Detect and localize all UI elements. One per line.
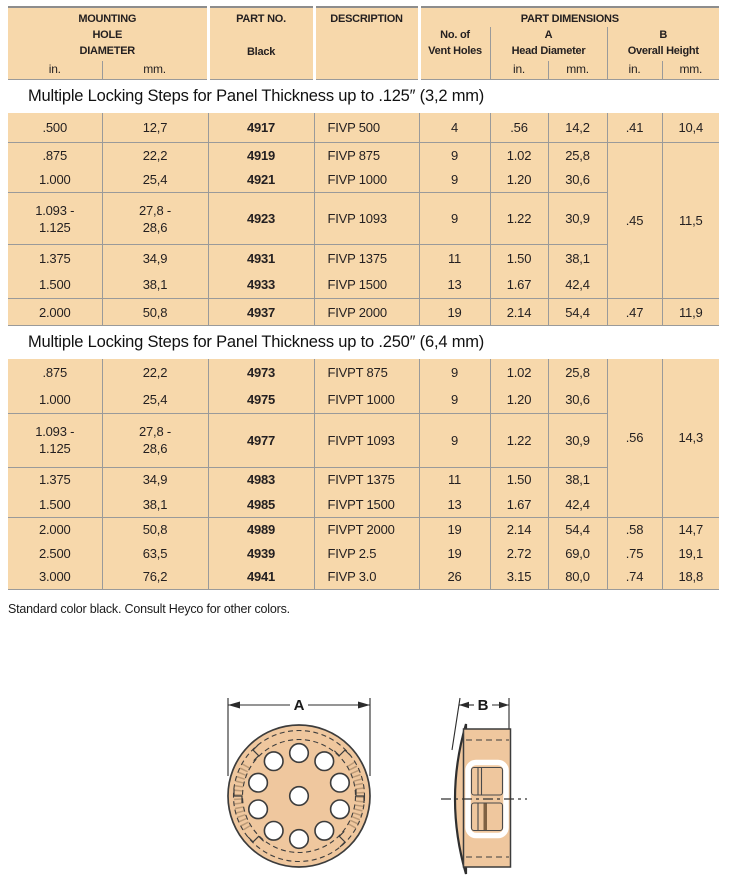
range-line2: 1.125 bbox=[38, 441, 71, 456]
header-mounting-line3: DIAMETER bbox=[79, 45, 135, 57]
arrowhead-right-icon bbox=[358, 702, 370, 709]
cell-part-no: 4973 bbox=[208, 359, 314, 386]
cell-hole-in: .875 bbox=[8, 359, 102, 386]
vent-plug-drawings bbox=[0, 678, 741, 881]
cell-description: FIVP 1000 bbox=[314, 168, 419, 193]
cell-vent-holes: 9 bbox=[419, 359, 490, 386]
cell-hole-mm-range bbox=[102, 413, 208, 467]
cell-b-in: .74 bbox=[607, 565, 662, 589]
header-dim-b bbox=[607, 27, 719, 61]
cell-hole-in: 1.375 bbox=[8, 467, 102, 492]
header-description-label: DESCRIPTION bbox=[330, 13, 403, 25]
cell-a-mm: 30,6 bbox=[548, 168, 607, 193]
cell-hole-mm: 25,4 bbox=[102, 168, 208, 193]
table-row bbox=[8, 517, 719, 541]
cell-a-mm: 69,0 bbox=[548, 541, 607, 565]
arrowhead-right-icon bbox=[499, 702, 509, 708]
header-unit-hole-in: in. bbox=[8, 61, 102, 79]
cell-a-in: 1.20 bbox=[490, 168, 548, 193]
cell-a-in: 1.02 bbox=[490, 359, 548, 386]
arrowhead-left-icon bbox=[459, 702, 469, 708]
cell-b-mm-merged: 11,5 bbox=[662, 143, 719, 299]
cell-a-mm: 30,9 bbox=[548, 413, 607, 467]
cell-description: FIVPT 1093 bbox=[314, 413, 419, 467]
cell-part-no: 4923 bbox=[208, 193, 314, 245]
cell-description: FIVP 1375 bbox=[314, 245, 419, 272]
front-view-drawing bbox=[228, 697, 370, 867]
header-part-dimensions bbox=[419, 7, 719, 27]
dim-a-label: A bbox=[293, 697, 305, 714]
cell-b-in-merged: .56 bbox=[607, 359, 662, 517]
cell-b-mm: 10,4 bbox=[662, 113, 719, 143]
cell-part-no: 4937 bbox=[208, 299, 314, 326]
table-row bbox=[8, 541, 719, 565]
cell-vent-holes: 19 bbox=[419, 541, 490, 565]
cell-a-mm: 42,4 bbox=[548, 492, 607, 517]
header-part-no-label: PART NO. bbox=[236, 13, 286, 25]
range-line2: 1.125 bbox=[38, 219, 71, 235]
cell-vent-holes: 26 bbox=[419, 565, 490, 589]
cell-b-in: .58 bbox=[607, 517, 662, 541]
cell-a-in: 1.02 bbox=[490, 143, 548, 168]
cell-a-in: 3.15 bbox=[490, 565, 548, 589]
cell-hole-mm: 22,2 bbox=[102, 143, 208, 168]
cell-a-in: 2.14 bbox=[490, 517, 548, 541]
cell-a-in: 1.67 bbox=[490, 272, 548, 299]
cell-b-mm: 14,7 bbox=[662, 517, 719, 541]
cell-a-mm: 25,8 bbox=[548, 143, 607, 168]
cell-part-no: 4921 bbox=[208, 168, 314, 193]
cell-part-no: 4933 bbox=[208, 272, 314, 299]
cell-part-no: 4941 bbox=[208, 565, 314, 589]
cell-part-no: 4919 bbox=[208, 143, 314, 168]
cell-hole-in-range bbox=[8, 193, 102, 245]
extension-line-left bbox=[452, 698, 460, 750]
cell-a-mm: 54,4 bbox=[548, 299, 607, 326]
cell-part-no: 4917 bbox=[208, 113, 314, 143]
table-row bbox=[8, 143, 719, 168]
cell-vent-holes: 11 bbox=[419, 467, 490, 492]
cell-a-mm: 38,1 bbox=[548, 467, 607, 492]
cell-a-in: 1.22 bbox=[490, 413, 548, 467]
cell-b-mm: 18,8 bbox=[662, 565, 719, 589]
cell-b-mm-merged: 14,3 bbox=[662, 359, 719, 517]
cell-a-mm: 38,1 bbox=[548, 245, 607, 272]
table-section-125 bbox=[8, 113, 719, 327]
cell-hole-mm: 22,2 bbox=[102, 359, 208, 386]
range-line1: 27,8 - bbox=[138, 202, 172, 218]
cell-a-mm: 80,0 bbox=[548, 565, 607, 589]
cell-hole-in: 2.500 bbox=[8, 541, 102, 565]
table-section-250 bbox=[8, 359, 719, 590]
cell-a-mm: 54,4 bbox=[548, 517, 607, 541]
cell-description: FIVPT 875 bbox=[314, 359, 419, 386]
header-vent-line2: Vent Holes bbox=[428, 45, 482, 57]
header-mounting-hole-diameter bbox=[8, 7, 208, 61]
header-dim-a bbox=[490, 27, 607, 61]
header-part-dimensions-label: PART DIMENSIONS bbox=[520, 13, 619, 25]
cell-b-mm: 11,9 bbox=[662, 299, 719, 326]
cell-a-mm: 30,9 bbox=[548, 193, 607, 245]
cell-part-no: 4939 bbox=[208, 541, 314, 565]
header-mounting-line1: MOUNTING bbox=[78, 13, 137, 25]
cell-hole-in: 2.000 bbox=[8, 517, 102, 541]
cell-part-no: 4975 bbox=[208, 386, 314, 413]
cell-description: FIVP 500 bbox=[314, 113, 419, 143]
cell-b-in-merged: .45 bbox=[607, 143, 662, 299]
cell-vent-holes: 4 bbox=[419, 113, 490, 143]
cell-hole-mm: 34,9 bbox=[102, 467, 208, 492]
cell-vent-holes: 9 bbox=[419, 413, 490, 467]
cell-description: FIVP 2.5 bbox=[314, 541, 419, 565]
section-title-125: Multiple Locking Steps for Panel Thickness up to .125″ (3,2 mm) bbox=[8, 80, 719, 113]
cell-a-in: 1.50 bbox=[490, 245, 548, 272]
cell-hole-mm: 34,9 bbox=[102, 245, 208, 272]
cell-a-in: .56 bbox=[490, 113, 548, 143]
table-row bbox=[8, 113, 719, 143]
cell-part-no: 4989 bbox=[208, 517, 314, 541]
header-unit-hole-mm: mm. bbox=[102, 61, 208, 79]
cell-part-no: 4931 bbox=[208, 245, 314, 272]
cell-hole-mm-range bbox=[102, 193, 208, 245]
cell-description: FIVPT 1375 bbox=[314, 467, 419, 492]
cell-hole-in: 1.000 bbox=[8, 386, 102, 413]
dim-b-label: B bbox=[477, 697, 489, 714]
cell-part-no: 4977 bbox=[208, 413, 314, 467]
cell-hole-in: 1.375 bbox=[8, 245, 102, 272]
cell-hole-mm: 76,2 bbox=[102, 565, 208, 589]
cell-hole-in: 1.500 bbox=[8, 492, 102, 517]
cell-hole-in: 3.000 bbox=[8, 565, 102, 589]
cell-a-mm: 14,2 bbox=[548, 113, 607, 143]
range-line1: 1.093 - bbox=[35, 202, 75, 218]
cell-description: FIVP 3.0 bbox=[314, 565, 419, 589]
arrowhead-left-icon bbox=[228, 702, 240, 709]
range-line2: 28,6 bbox=[142, 441, 168, 456]
cell-hole-mm: 12,7 bbox=[102, 113, 208, 143]
cell-hole-in: 1.000 bbox=[8, 168, 102, 193]
cell-hole-mm: 38,1 bbox=[102, 492, 208, 517]
cell-a-mm: 30,6 bbox=[548, 386, 607, 413]
cell-a-in: 1.20 bbox=[490, 386, 548, 413]
cell-vent-holes: 9 bbox=[419, 143, 490, 168]
table-row bbox=[8, 299, 719, 326]
header-unit-b-in: in. bbox=[607, 61, 662, 79]
header-vent-holes bbox=[419, 27, 490, 79]
range-line1: 1.093 - bbox=[35, 424, 75, 439]
cell-vent-holes: 9 bbox=[419, 386, 490, 413]
cell-part-no: 4985 bbox=[208, 492, 314, 517]
cell-hole-mm: 25,4 bbox=[102, 386, 208, 413]
cell-vent-holes: 9 bbox=[419, 168, 490, 193]
cell-description: FIVP 1093 bbox=[314, 193, 419, 245]
header-unit-a-mm: mm. bbox=[548, 61, 607, 79]
header-a-line1: A bbox=[544, 29, 553, 41]
section-title-250: Multiple Locking Steps for Panel Thickness up to .250″ (6,4 mm) bbox=[8, 326, 719, 359]
cell-vent-holes: 13 bbox=[419, 492, 490, 517]
cell-hole-in: 2.000 bbox=[8, 299, 102, 326]
cell-b-mm: 19,1 bbox=[662, 541, 719, 565]
cell-hole-mm: 38,1 bbox=[102, 272, 208, 299]
cell-description: FIVPT 1500 bbox=[314, 492, 419, 517]
table-row bbox=[8, 565, 719, 589]
cell-description: FIVPT 1000 bbox=[314, 386, 419, 413]
table-row bbox=[8, 359, 719, 386]
cell-vent-holes: 13 bbox=[419, 272, 490, 299]
cell-a-in: 2.72 bbox=[490, 541, 548, 565]
cell-description: FIVPT 2000 bbox=[314, 517, 419, 541]
cell-b-in: .47 bbox=[607, 299, 662, 326]
cell-description: FIVP 1500 bbox=[314, 272, 419, 299]
cell-hole-in: 1.500 bbox=[8, 272, 102, 299]
cell-hole-mm: 50,8 bbox=[102, 517, 208, 541]
cell-a-in: 1.22 bbox=[490, 193, 548, 245]
header-description bbox=[314, 7, 419, 79]
header-mounting-line2: HOLE bbox=[92, 29, 123, 41]
cell-vent-holes: 19 bbox=[419, 517, 490, 541]
cell-description: FIVP 875 bbox=[314, 143, 419, 168]
header-unit-a-in: in. bbox=[490, 61, 548, 79]
cell-a-in: 2.14 bbox=[490, 299, 548, 326]
cell-hole-in: .875 bbox=[8, 143, 102, 168]
cell-a-mm: 42,4 bbox=[548, 272, 607, 299]
side-view-drawing bbox=[441, 697, 527, 874]
table-header bbox=[8, 6, 719, 80]
cell-a-in: 1.67 bbox=[490, 492, 548, 517]
cell-vent-holes: 19 bbox=[419, 299, 490, 326]
header-unit-b-mm: mm. bbox=[662, 61, 719, 79]
header-a-line2: Head Diameter bbox=[511, 45, 586, 57]
cell-hole-mm: 50,8 bbox=[102, 299, 208, 326]
cell-b-in: .75 bbox=[607, 541, 662, 565]
header-part-color-label: Black bbox=[246, 46, 276, 58]
header-part-no bbox=[208, 7, 314, 79]
cell-vent-holes: 11 bbox=[419, 245, 490, 272]
center-vent-hole bbox=[290, 787, 309, 806]
header-vent-line1: No. of bbox=[440, 29, 470, 41]
table-area bbox=[8, 6, 719, 616]
range-line1: 27,8 - bbox=[138, 424, 172, 439]
cell-description: FIVP 2000 bbox=[314, 299, 419, 326]
cell-vent-holes: 9 bbox=[419, 193, 490, 245]
footnote: Standard color black. Consult Heyco for other colors. bbox=[8, 601, 290, 616]
cell-b-in: .41 bbox=[607, 113, 662, 143]
cell-hole-in: .500 bbox=[8, 113, 102, 143]
cell-part-no: 4983 bbox=[208, 467, 314, 492]
cell-a-mm: 25,8 bbox=[548, 359, 607, 386]
cell-a-in: 1.50 bbox=[490, 467, 548, 492]
cell-hole-mm: 63,5 bbox=[102, 541, 208, 565]
header-b-line2: Overall Height bbox=[627, 45, 699, 57]
header-b-line1: B bbox=[659, 29, 668, 41]
range-line2: 28,6 bbox=[142, 219, 168, 235]
cell-hole-in-range bbox=[8, 413, 102, 467]
